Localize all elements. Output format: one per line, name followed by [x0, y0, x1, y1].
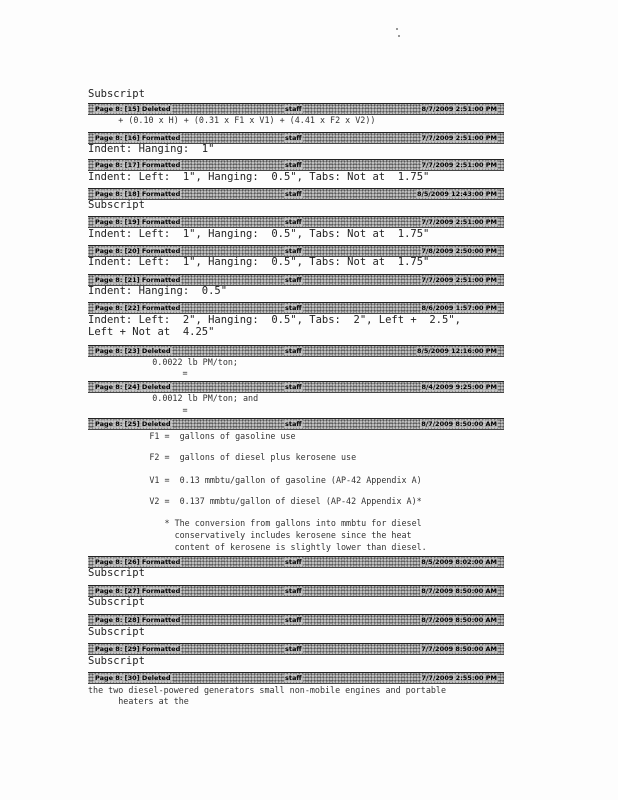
comment-date: 8/7/2009 2:51:00 PM: [421, 105, 497, 113]
comment-bar: [88, 614, 504, 626]
comment-text: Subscript: [88, 88, 145, 100]
comment-text: F2 = gallons of diesel plus kerosene use: [104, 452, 357, 462]
comment-author: staff: [285, 218, 302, 226]
comment-text: heaters at the: [88, 696, 189, 706]
comment-author: staff: [285, 587, 302, 595]
comment-label: Page 8: [20] Formatted: [95, 247, 181, 255]
comment-label: Page 8: [18] Formatted: [95, 190, 181, 198]
comment-label: Page 8: [19] Formatted: [95, 218, 181, 226]
comment-date: 7/7/2009 2:55:00 PM: [421, 674, 497, 682]
comment-author: staff: [285, 558, 302, 566]
comment-label: Page 8: [29] Formatted: [95, 645, 181, 653]
comment-date: 7/7/2009 2:51:00 PM: [421, 218, 497, 226]
comment-author: staff: [285, 383, 302, 391]
scan-speck: [396, 28, 398, 30]
comment-text: the two diesel-powered generators small non-mobile engines and portable: [88, 685, 446, 695]
comment-text: Indent: Left: 1", Hanging: 0.5", Tabs: Not at 1.75": [88, 171, 430, 183]
comment-date: 7/7/2009 2:51:00 PM: [421, 276, 497, 284]
comment-author: staff: [285, 645, 302, 653]
comment-date: 8/5/2009 12:16:00 PM: [417, 347, 497, 355]
comment-bar: [88, 345, 504, 357]
comment-text: content of kerosene is slightly lower than diesel.: [104, 542, 427, 552]
comment-author: staff: [285, 674, 302, 682]
comment-text: Indent: Left: 1", Hanging: 0.5", Tabs: Not at 1.75": [88, 256, 430, 268]
comment-date: 7/8/2009 2:50:00 PM: [421, 247, 497, 255]
comment-date: 8/7/2009 8:50:00 AM: [421, 420, 497, 428]
comment-author: staff: [285, 304, 302, 312]
comment-text: Indent: Left: 1", Hanging: 0.5", Tabs: Not at 1.75": [88, 228, 430, 240]
comment-bar: [88, 188, 504, 200]
comment-label: Page 8: [30] Deleted: [95, 674, 171, 682]
comment-author: staff: [285, 134, 302, 142]
comment-date: 7/7/2009 2:51:00 PM: [421, 161, 497, 169]
comment-author: staff: [285, 161, 302, 169]
comment-date: 8/6/2009 1:57:00 PM: [421, 304, 497, 312]
comment-author: staff: [285, 247, 302, 255]
comment-author: staff: [285, 105, 302, 113]
comment-date: 7/7/2009 8:50:00 AM: [421, 645, 497, 653]
comment-label: Page 8: [27] Formatted: [95, 587, 181, 595]
comment-text: Subscript: [88, 199, 145, 211]
comment-label: Page 8: [21] Formatted: [95, 276, 181, 284]
comment-bar: [88, 103, 504, 115]
comment-bar: [88, 302, 504, 314]
comment-date: 8/4/2009 9:25:00 PM: [421, 383, 497, 391]
comment-bar: [88, 381, 504, 393]
comment-label: Page 8: [17] Formatted: [95, 161, 181, 169]
comment-text: =: [122, 368, 188, 378]
comment-author: staff: [285, 347, 302, 355]
comment-text: Subscript: [88, 596, 145, 608]
comment-text: Indent: Left: 2", Hanging: 0.5", Tabs: 2", Left + 2.5",: [88, 314, 461, 326]
comment-author: staff: [285, 616, 302, 624]
comment-text: Left + Not at 4.25": [88, 326, 215, 338]
comment-text: V1 = 0.13 mmbtu/gallon of gasoline (AP-42 Appendix A): [104, 475, 422, 485]
comment-author: staff: [285, 420, 302, 428]
comment-bar: [88, 216, 504, 228]
comment-bar: [88, 585, 504, 597]
comment-text: conservatively includes kerosene since the heat: [104, 530, 412, 540]
scan-speck: [398, 35, 400, 37]
comment-author: staff: [285, 190, 302, 198]
comment-label: Page 8: [15] Deleted: [95, 105, 171, 113]
comment-date: 8/5/2009 8:02:00 AM: [421, 558, 497, 566]
comment-label: Page 8: [23] Deleted: [95, 347, 171, 355]
comment-bar: [88, 643, 504, 655]
comment-label: Page 8: [24] Deleted: [95, 383, 171, 391]
comment-text: 0.0022 lb PM/ton;: [122, 357, 238, 367]
comment-text: + (0.10 x H) + (0.31 x F1 x V1) + (4.41 x F2 x V2)): [88, 115, 376, 125]
comment-text: F1 = gallons of gasoline use: [104, 431, 296, 441]
comment-bar: [88, 672, 504, 684]
comment-bar: [88, 556, 504, 568]
comment-label: Page 8: [26] Formatted: [95, 558, 181, 566]
comment-text: Indent: Hanging: 0.5": [88, 285, 228, 297]
comment-label: Page 8: [25] Deleted: [95, 420, 171, 428]
comment-date: 7/7/2009 2:51:00 PM: [421, 134, 497, 142]
comment-label: Page 8: [28] Formatted: [95, 616, 181, 624]
comment-date: 8/5/2009 12:43:00 PM: [417, 190, 497, 198]
comment-text: Subscript: [88, 626, 145, 638]
comment-label: Page 8: [16] Formatted: [95, 134, 181, 142]
comment-text: Subscript: [88, 567, 145, 579]
comment-text: =: [122, 405, 188, 415]
comment-text: V2 = 0.137 mmbtu/gallon of diesel (AP-42 Appendix A)*: [104, 496, 422, 506]
comment-author: staff: [285, 276, 302, 284]
comment-date: 8/7/2009 8:50:00 AM: [421, 616, 497, 624]
comment-text: Subscript: [88, 655, 145, 667]
comment-text: Indent: Hanging: 1": [88, 143, 215, 155]
comment-date: 8/7/2009 8:50:00 AM: [421, 587, 497, 595]
comment-label: Page 8: [22] Formatted: [95, 304, 181, 312]
comment-bar: [88, 418, 504, 430]
comment-text: 0.0012 lb PM/ton; and: [122, 393, 259, 403]
comment-text: * The conversion from gallons into mmbtu for diesel: [104, 518, 422, 528]
comment-bar: [88, 159, 504, 171]
